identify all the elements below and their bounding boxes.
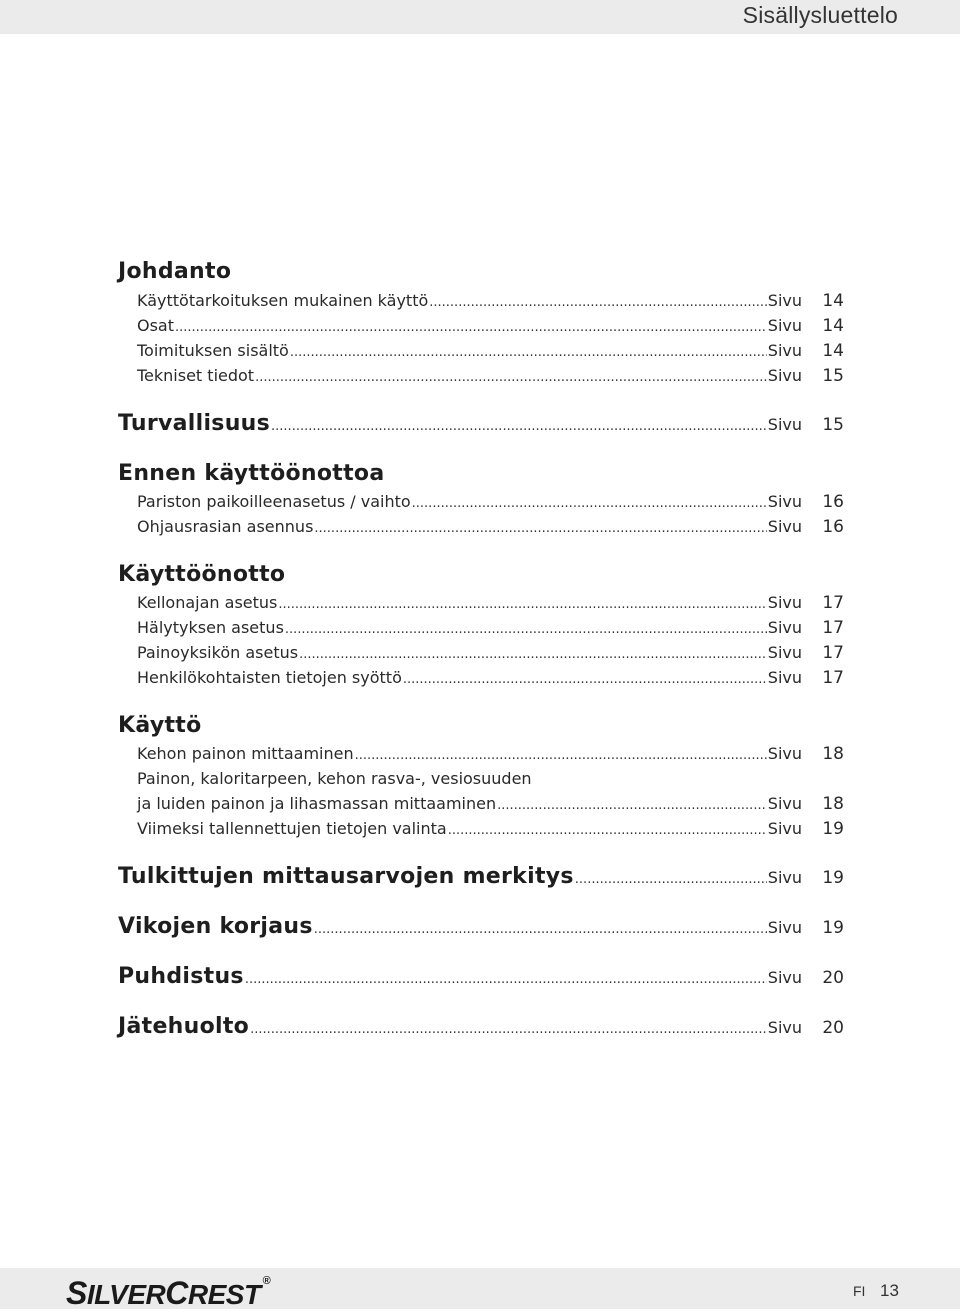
section-heading-kaytto: Käyttö	[118, 713, 202, 738]
page-word: Sivu	[767, 744, 802, 763]
toc-entry[interactable]	[137, 668, 844, 688]
footer-page-number: 13	[880, 1281, 899, 1300]
leader-dots	[497, 798, 767, 813]
toc-entry[interactable]	[137, 618, 844, 638]
page-word: Sivu	[767, 968, 802, 987]
page-number: 14	[822, 291, 844, 311]
leader-dots	[355, 748, 767, 763]
section-heading-kayttoonotto: Käyttöönotto	[118, 562, 286, 587]
toc-entry-puhdistus[interactable]	[118, 964, 844, 989]
toc-entry-label: Pariston paikoilleenasetus / vaihto	[137, 492, 411, 511]
toc-entry[interactable]	[137, 517, 844, 537]
page-number: 17	[822, 593, 844, 613]
leader-dots	[290, 345, 767, 360]
leader-dots	[314, 922, 767, 937]
toc-entry[interactable]	[137, 316, 844, 336]
section-heading-tulkittujen: Tulkittujen mittausarvojen merkitys	[118, 864, 574, 889]
page-number: 18	[822, 744, 844, 764]
page-word: Sivu	[767, 819, 802, 838]
page-word: Sivu	[767, 517, 802, 536]
toc-entry-label: Viimeksi tallennettujen tietojen valinta	[137, 819, 447, 838]
page-number: 15	[822, 415, 844, 435]
section-heading-vikojen: Vikojen korjaus	[118, 914, 313, 939]
toc-entry-label: Käyttötarkoituksen mukainen käyttö	[137, 291, 429, 310]
page-number: 14	[822, 341, 844, 361]
toc-entry[interactable]	[137, 744, 844, 764]
leader-dots	[285, 622, 767, 637]
page-number: 15	[822, 366, 844, 386]
leader-dots	[255, 370, 767, 385]
toc-entry-label: Kehon painon mittaaminen	[137, 744, 354, 763]
leader-dots	[245, 972, 767, 987]
toc-entry[interactable]	[137, 291, 844, 311]
page-word: Sivu	[767, 668, 802, 687]
toc-entry-turvallisuus[interactable]	[118, 411, 844, 436]
toc-entry-label: Toimituksen sisältö	[137, 341, 289, 360]
toc-entry-label: Ohjausrasian asennus	[137, 517, 314, 536]
page-number: 17	[822, 618, 844, 638]
leader-dots	[175, 320, 767, 335]
page-word: Sivu	[767, 415, 802, 434]
toc-entry-vikojen[interactable]	[118, 914, 844, 939]
page-title: Sisällysluettelo	[742, 2, 898, 28]
page-number: 19	[822, 819, 844, 839]
toc-entry-label: ja luiden painon ja lihasmassan mittaaminen	[137, 794, 497, 813]
toc-entry[interactable]	[137, 341, 844, 361]
page-number: 17	[822, 643, 844, 663]
page-word: Sivu	[767, 1018, 802, 1037]
toc-entry-tulkittujen[interactable]	[118, 864, 844, 889]
page-word: Sivu	[767, 618, 802, 637]
leader-dots	[271, 419, 767, 434]
leader-dots	[278, 597, 766, 612]
section-heading-johdanto: Johdanto	[118, 259, 232, 284]
toc-entry-label: Hälytyksen asetus	[137, 618, 284, 637]
page-word: Sivu	[767, 341, 802, 360]
language-code: FI	[853, 1283, 866, 1299]
page-number: 16	[822, 517, 844, 537]
page-word: Sivu	[767, 593, 802, 612]
page-number: 17	[822, 668, 844, 688]
section-heading-ennen: Ennen käyttöönottoa	[118, 461, 385, 486]
section-heading-jatehuolto: Jätehuolto	[118, 1014, 250, 1039]
leader-dots	[575, 872, 767, 887]
toc-entry[interactable]	[137, 593, 844, 613]
page-number: 20	[822, 1018, 844, 1038]
page-word: Sivu	[767, 366, 802, 385]
page-number: 20	[822, 968, 844, 988]
page-word: Sivu	[767, 643, 802, 662]
page-word: Sivu	[767, 918, 802, 937]
page-number: 19	[822, 918, 844, 938]
toc-entry-label: Henkilökohtaisten tietojen syöttö	[137, 668, 402, 687]
page-word: Sivu	[767, 291, 802, 310]
page-number: 19	[822, 868, 844, 888]
toc-entry[interactable]	[137, 366, 844, 386]
leader-dots	[403, 672, 767, 687]
toc-entry-jatehuolto[interactable]	[118, 1014, 844, 1039]
toc-entry-label: Osat	[137, 316, 175, 335]
page-word: Sivu	[767, 316, 802, 335]
page-word: Sivu	[767, 868, 802, 887]
toc-entry-label-continued: Painon, kaloritarpeen, kehon rasva-, vesiosuuden	[137, 769, 532, 788]
section-heading-turvallisuus: Turvallisuus	[118, 411, 271, 436]
leader-dots	[314, 521, 766, 536]
toc-entry[interactable]	[137, 794, 844, 814]
leader-dots	[429, 295, 767, 310]
toc-entry-label: Painoyksikön asetus	[137, 643, 299, 662]
page-number: 16	[822, 492, 844, 512]
toc-entry[interactable]	[137, 643, 844, 663]
toc-entry-label: Tekniset tiedot	[137, 366, 255, 385]
leader-dots	[299, 647, 767, 662]
section-heading-puhdistus: Puhdistus	[118, 964, 244, 989]
page-word: Sivu	[767, 794, 802, 813]
page-number: 18	[822, 794, 844, 814]
leader-dots	[412, 496, 767, 511]
page-number: 14	[822, 316, 844, 336]
toc-entry[interactable]	[137, 492, 844, 512]
silvercrest-logo: SILVERCREST ®	[66, 1275, 271, 1311]
leader-dots	[250, 1022, 767, 1037]
toc-entry[interactable]	[137, 819, 844, 839]
toc-entry-label: Kellonajan asetus	[137, 593, 278, 612]
page-word: Sivu	[767, 492, 802, 511]
leader-dots	[448, 823, 767, 838]
